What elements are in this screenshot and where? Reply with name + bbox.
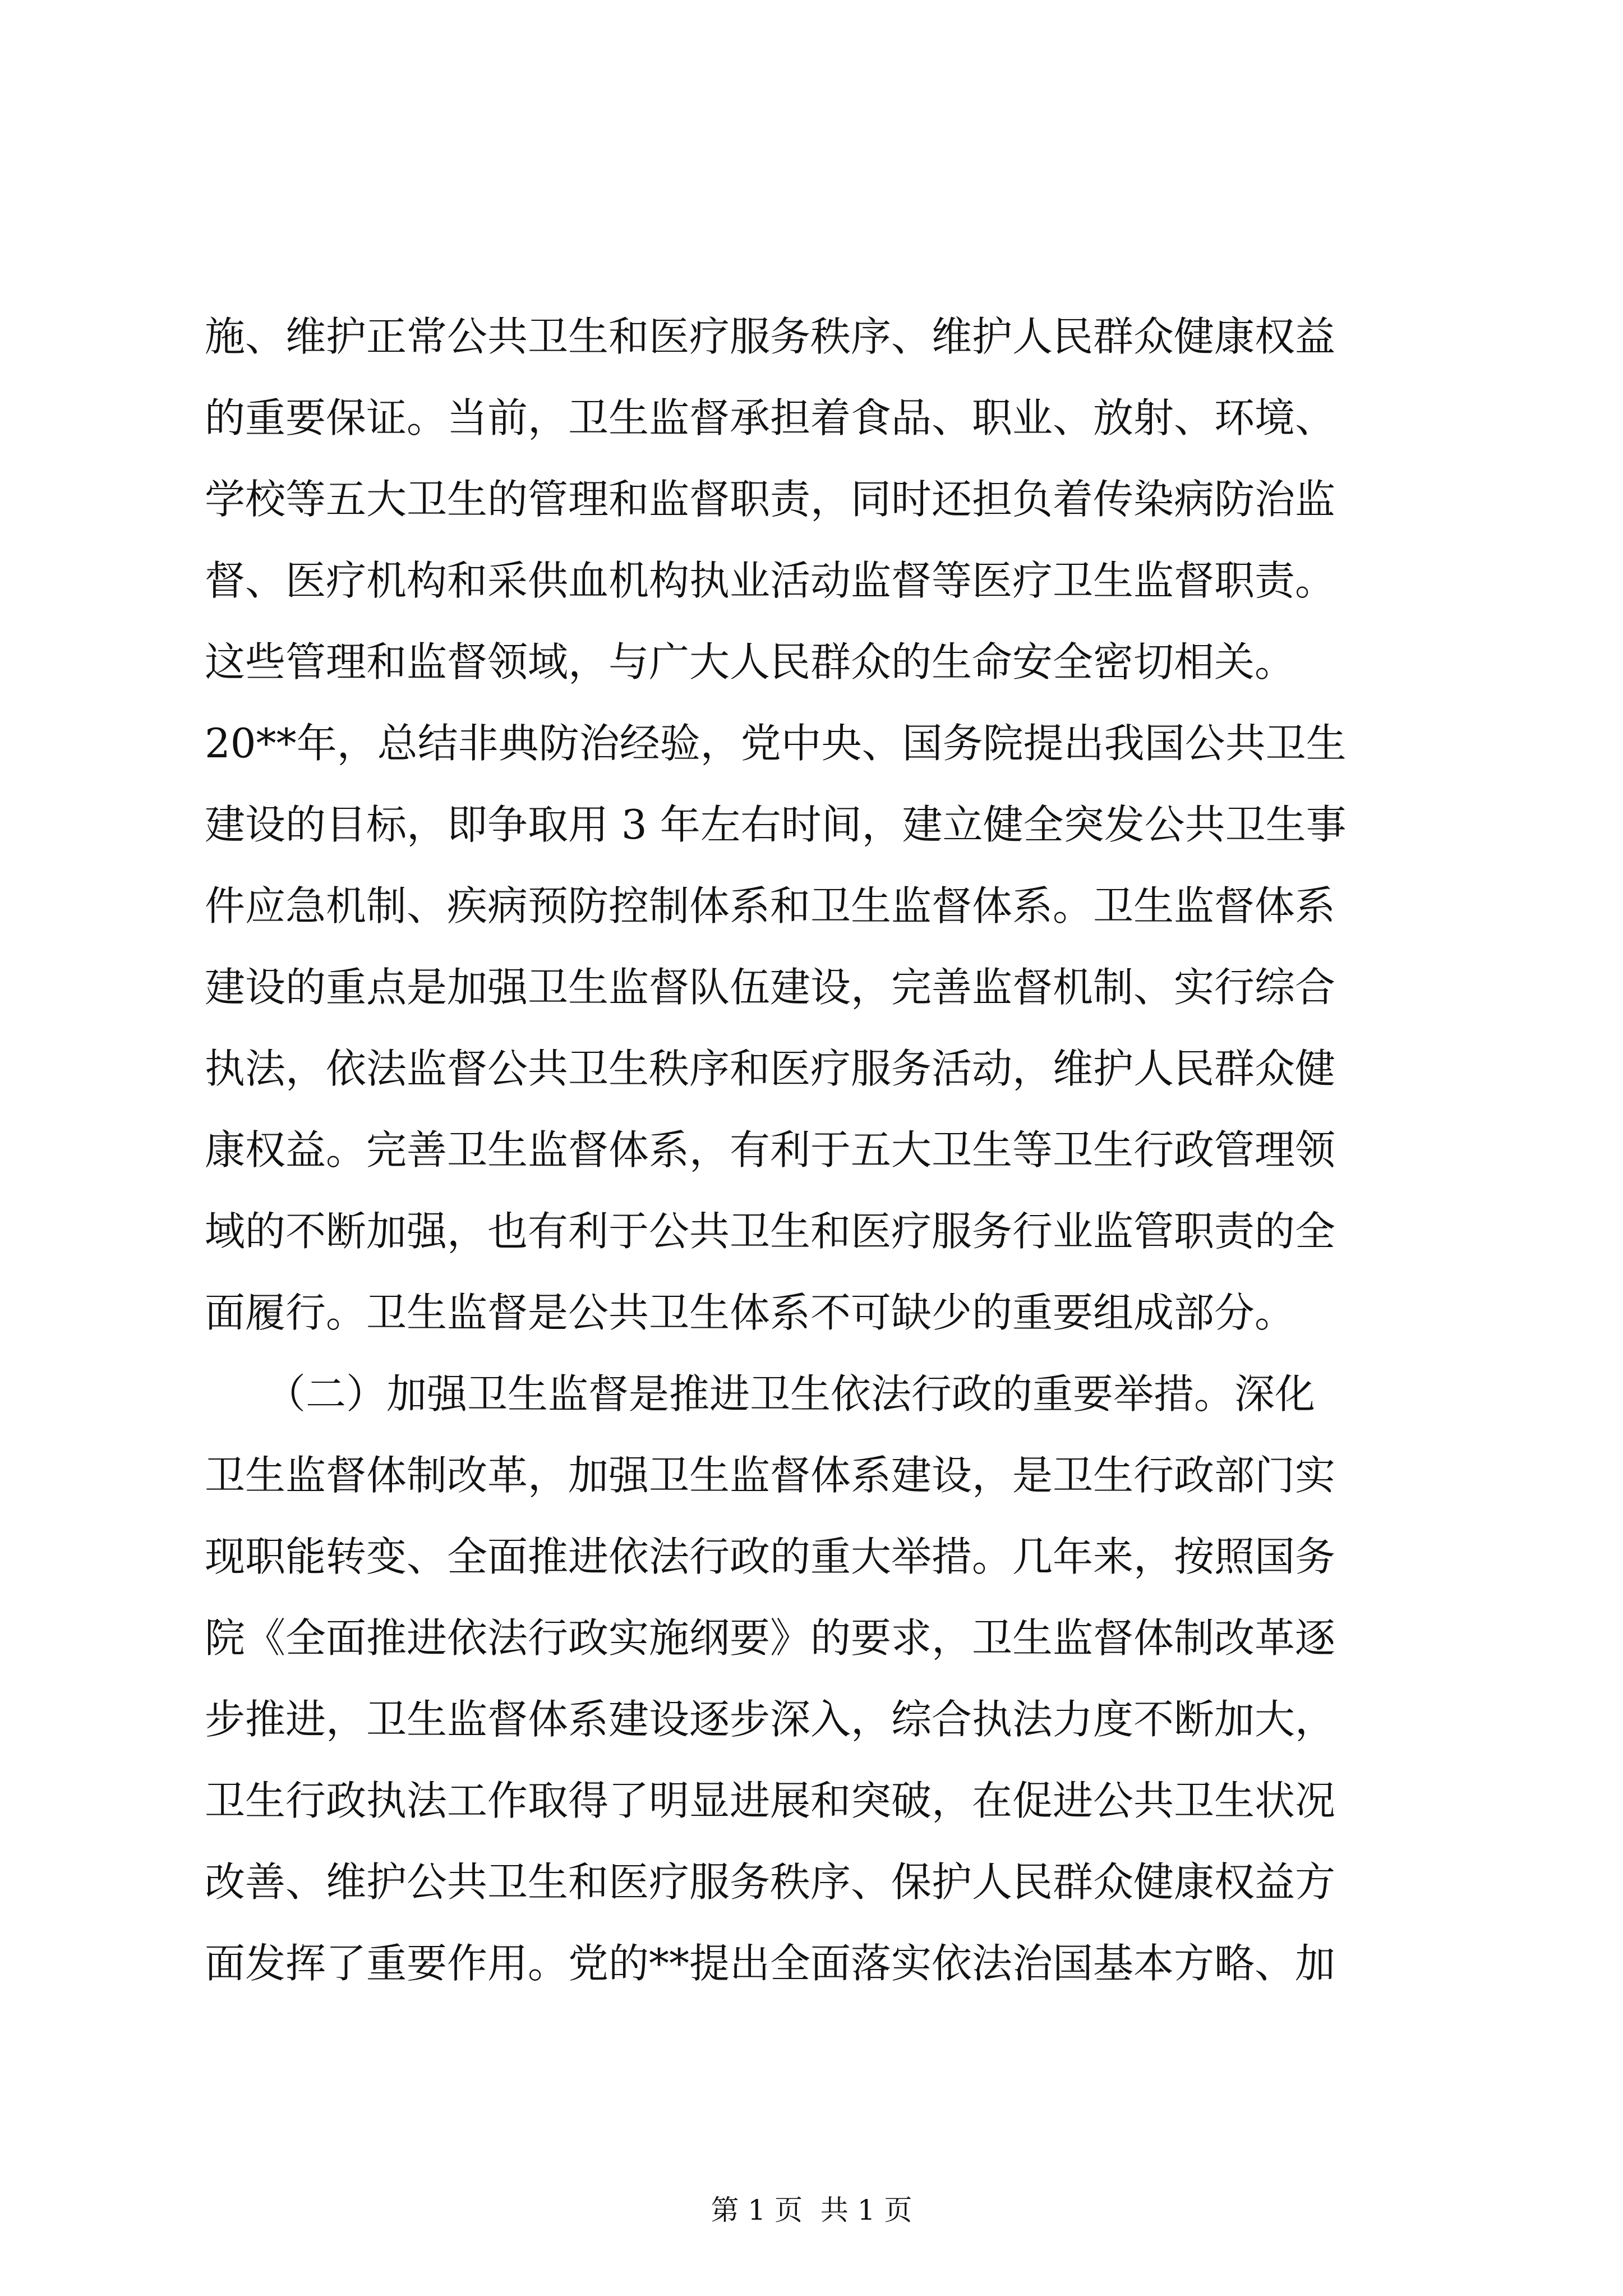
text-line: 执法，依法监督公共卫生秩序和医疗服务活动，维护人民群众健 — [205, 1045, 1336, 1092]
text-line: 建设的重点是加强卫生监督队伍建设，完善监督机制、实行综合 — [205, 964, 1336, 1011]
text-line: 卫生行政执法工作取得了明显进展和突破，在促进公共卫生状况 — [205, 1777, 1336, 1824]
text-line: 改善、维护公共卫生和医疗服务秩序、保护人民群众健康权益方 — [205, 1858, 1336, 1906]
text-line: 20**年，总结非典防治经验，党中央、国务院提出我国公共卫生 — [205, 720, 1347, 767]
text-line: 面履行。卫生监督是公共卫生体系不可缺少的重要组成部分。 — [205, 1289, 1295, 1336]
body-text — [205, 296, 1433, 2004]
text-line: 康权益。完善卫生监督体系，有利于五大卫生等卫生行政管理领 — [205, 1126, 1336, 1174]
text-line: 督、医疗机构和采供血机构执业活动监督等医疗卫生监督职责。 — [205, 557, 1336, 604]
text-line: 这些管理和监督领域，与广大人民群众的生命安全密切相关。 — [205, 638, 1295, 685]
text-line: 步推进，卫生监督体系建设逐步深入，综合执法力度不断加大， — [205, 1696, 1336, 1743]
paragraph-start-line: （二）加强卫生监督是推进卫生依法行政的重要举措。深化 — [205, 1370, 1316, 1418]
text-line: 建设的目标，即争取用 3 年左右时间，建立健全突发公共卫生事 — [205, 801, 1347, 848]
page-number-footer: 第 1 页 共 1 页 — [711, 2194, 912, 2226]
text-line: 面发挥了重要作用。党的**提出全面落实依法治国基本方略、加 — [205, 1940, 1336, 1987]
text-line: 现职能转变、全面推进依法行政的重大举措。几年来，按照国务 — [205, 1533, 1336, 1580]
text-line: 件应急机制、疾病预防控制体系和卫生监督体系。卫生监督体系 — [205, 882, 1336, 930]
text-line: 卫生监督体制改革，加强卫生监督体系建设，是卫生行政部门实 — [205, 1452, 1336, 1499]
text-line: 的重要保证。当前，卫生监督承担着食品、职业、放射、环境、 — [205, 394, 1336, 441]
text-line: 施、维护正常公共卫生和医疗服务秩序、维护人民群众健康权益 — [205, 313, 1336, 360]
text-line: 域的不断加强，也有利于公共卫生和医疗服务行业监管职责的全 — [205, 1208, 1336, 1255]
text-line: 院《全面推进依法行政实施纲要》的要求，卫生监督体制改革逐 — [205, 1614, 1336, 1662]
text-line: 学校等五大卫生的管理和监督职责，同时还担负着传染病防治监 — [205, 476, 1336, 523]
